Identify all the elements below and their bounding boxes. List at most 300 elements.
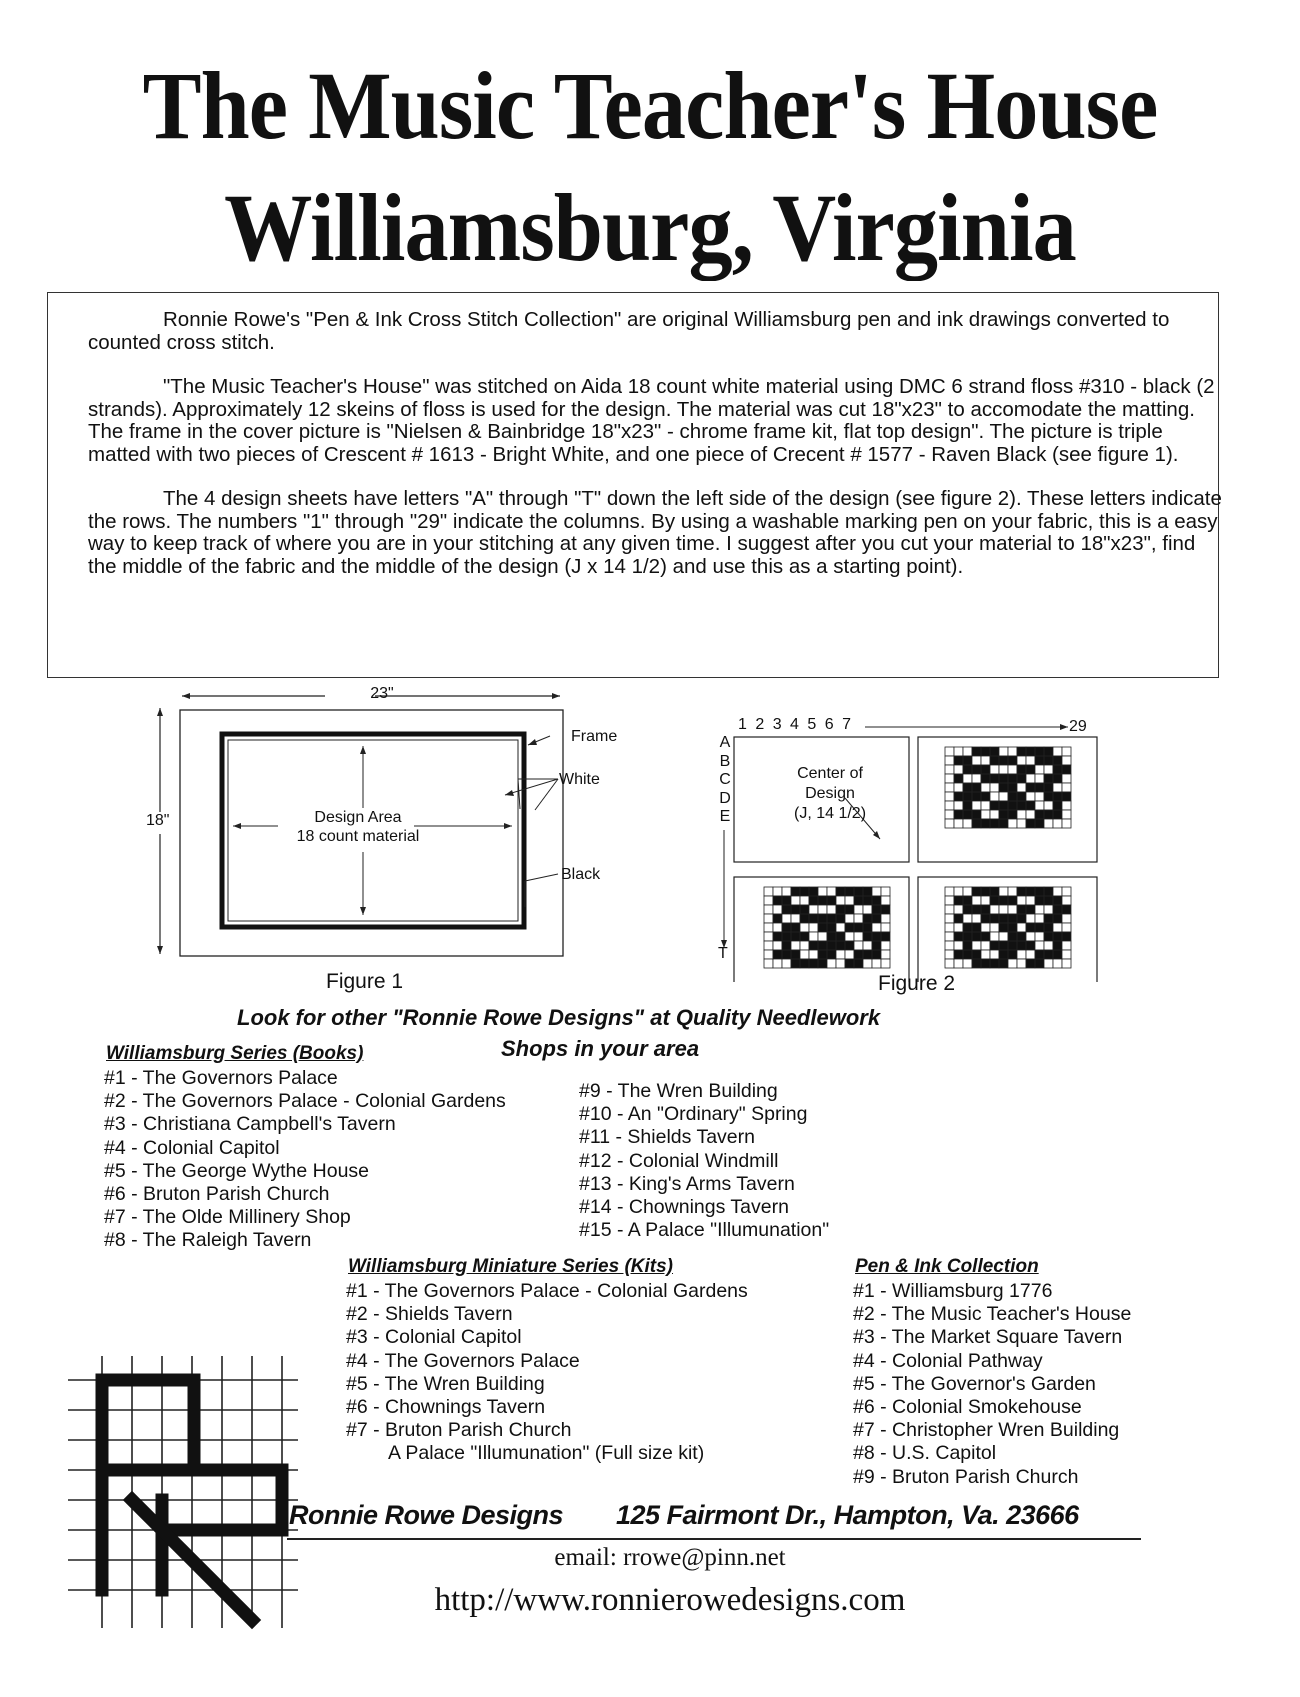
grid-cell [981,810,990,819]
list-item: #15 - A Palace "Illumunation" [579,1219,830,1242]
grid-cell [1035,792,1044,801]
grid-cell [981,774,990,783]
grid-cell [791,914,800,923]
grid-cell [999,756,1008,765]
grid-cell [1062,905,1071,914]
row-letter-c: C [719,771,731,788]
grid-cell [990,914,999,923]
intro-box [47,292,1222,678]
grid-cell [1017,792,1026,801]
grid-cell [1035,765,1044,774]
list-item: #2 - The Governors Palace - Colonial Gardens [104,1090,506,1113]
grid-cell [1026,810,1035,819]
grid-cell [999,932,1008,941]
grid-cell [1026,950,1035,959]
grid-cell [972,819,981,828]
grid-cell [981,747,990,756]
grid-cell [854,914,863,923]
grid-cell [800,959,809,968]
grid-cell [881,887,890,896]
grid-cell [963,887,972,896]
grid-cell [990,756,999,765]
grid-cell [972,923,981,932]
grid-cell [854,905,863,914]
figure-2-center-label [760,764,900,824]
grid-cell [999,914,1008,923]
grid-cell [800,896,809,905]
grid-cell [827,887,836,896]
grid-cell [945,774,954,783]
grid-cell [990,819,999,828]
list-item: #5 - The George Wythe House [104,1159,370,1182]
intro-paragraph-1: Ronnie Rowe's "Pen & Ink Cross Stitch Collection" are original Williamsburg pen and ink drawings converted to counted cross stitch. [88,308,1170,354]
page-title-line1: The Music Teacher's House [142,52,1158,159]
grid-cell [1017,810,1026,819]
grid-cell [999,941,1008,950]
grid-cell [981,783,990,792]
list-item: #2 - The Music Teacher's House [853,1303,1132,1326]
list-item: #14 - Chownings Tavern [579,1196,789,1219]
grid-cell [999,959,1008,968]
figure-1-design-area [280,808,436,846]
grid-cell [818,914,827,923]
grid-cell [981,896,990,905]
grid-cell [836,941,845,950]
grid-cell [1044,950,1053,959]
grid-cell [773,959,782,968]
grid-cell [963,914,972,923]
list-item: #1 - Williamsburg 1776 [853,1280,1053,1302]
grid-cell [1017,959,1026,968]
grid-cell [782,950,791,959]
grid-cell [845,950,854,959]
grid-cell [1008,896,1017,905]
grid-cell [981,959,990,968]
grid-cell [945,914,954,923]
grid-cell [1026,941,1035,950]
grid-cell [945,932,954,941]
grid-cell [1017,747,1026,756]
grid-cell [945,810,954,819]
grid-cell [863,932,872,941]
grid-cell [818,905,827,914]
grid-cell [818,950,827,959]
grid-cell [881,959,890,968]
list-item: #4 - The Governors Palace [346,1349,580,1372]
grid-cell [1035,896,1044,905]
grid-cell [1008,941,1017,950]
grid-cell [1053,914,1062,923]
grid-cell [945,792,954,801]
grid-cell [1008,801,1017,810]
contact-email[interactable]: email: rrowe@pinn.net [554,1544,786,1571]
grid-cell [854,887,863,896]
grid-cell [945,747,954,756]
grid-cell [845,887,854,896]
grid-cell [1044,783,1053,792]
grid-cell [999,905,1008,914]
grid-cell [1044,765,1053,774]
grid-cell [999,819,1008,828]
figure-1-black-label: Black [561,866,601,883]
row-letter-b: B [719,752,731,770]
grid-cell [963,896,972,905]
grid-cell [854,923,863,932]
grid-cell [1053,932,1062,941]
grid-cell [1044,774,1053,783]
figure-2-row-letters [717,734,733,827]
grid-cell [764,905,773,914]
grid-cell [945,783,954,792]
grid-cell [972,801,981,810]
list-item: #3 - The Market Square Tavern [853,1326,1123,1349]
grid-cell [963,801,972,810]
grid-cell [945,941,954,950]
grid-cell [782,896,791,905]
grid-cell [954,756,963,765]
figure-1-frame-label: Frame [571,728,618,745]
grid-cell [1035,959,1044,968]
website-link[interactable]: http://www.ronnierowedesigns.com [434,1582,906,1618]
grid-cell [827,896,836,905]
grid-cell [818,941,827,950]
grid-cell [836,923,845,932]
grid-cell [764,941,773,950]
grid-cell [827,923,836,932]
grid-cell [854,950,863,959]
grid-cell [836,887,845,896]
grid-cell [791,950,800,959]
grid-cell [999,896,1008,905]
grid-cell [954,747,963,756]
grid-cell [999,923,1008,932]
figure-2-caption: Figure 2 [878,972,956,995]
grid-cell [836,896,845,905]
grid-cell [791,959,800,968]
list-item: #7 - The Olde Millinery Shop [104,1206,351,1229]
grid-cell [845,896,854,905]
grid-cell [963,756,972,765]
grid-cell [1026,801,1035,810]
grid-cell [1053,801,1062,810]
grid-cell [764,950,773,959]
grid-cell [972,950,981,959]
grid-cell [1062,896,1071,905]
figure-1-caption: Figure 1 [326,970,404,993]
grid-cell [1053,756,1062,765]
grid-cell [1026,905,1035,914]
grid-cell [1008,747,1017,756]
footer-divider [287,1538,1141,1540]
grid-cell [1053,765,1062,774]
grid-cell [990,801,999,810]
figure-2-row-end: T [718,945,728,962]
grid-cell [945,801,954,810]
list-item: #1 - The Governors Palace [104,1067,338,1089]
grid-cell [836,950,845,959]
grid-cell [954,783,963,792]
grid-cell [1026,756,1035,765]
grid-cell [872,896,881,905]
grid-cell [782,887,791,896]
grid-cell [990,887,999,896]
grid-cell [782,905,791,914]
grid-cell [1026,792,1035,801]
grid-cell [963,774,972,783]
grid-cell [818,887,827,896]
grid-cell [954,801,963,810]
grid-cell [1062,887,1071,896]
grid-cell [954,923,963,932]
grid-cell [963,905,972,914]
grid-cell [1053,905,1062,914]
grid-cell [863,887,872,896]
grid-cell [881,941,890,950]
figure-1-width-label: 23" [370,685,394,702]
grid-cell [963,932,972,941]
grid-cell [981,950,990,959]
grid-cell [827,950,836,959]
grid-cell [854,932,863,941]
grid-cell [981,887,990,896]
grid-cell [981,905,990,914]
grid-cell [1026,887,1035,896]
grid-cell [845,932,854,941]
grid-cell [1044,914,1053,923]
grid-cell [1062,950,1071,959]
grid-cell [764,887,773,896]
grid-cell [764,932,773,941]
grid-cell [981,923,990,932]
grid-cell [818,959,827,968]
grid-cell [764,923,773,932]
grid-cell [1044,932,1053,941]
grid-cell [845,905,854,914]
grid-cell [773,923,782,932]
grid-cell [1053,783,1062,792]
row-letter-a: A [719,734,731,751]
list-item: #8 - U.S. Capitol [853,1442,997,1465]
grid-cell [1053,941,1062,950]
grid-cell [990,810,999,819]
grid-cell [972,792,981,801]
center-line1: Center of [797,765,863,782]
grid-cell [972,941,981,950]
grid-cell [1062,959,1071,968]
grid-cell [818,923,827,932]
grid-cell [872,932,881,941]
grid-cell [1008,765,1017,774]
williamsburg-series-list-right [579,1080,829,1242]
grid-cell [999,887,1008,896]
grid-cell [1026,783,1035,792]
grid-cell [963,950,972,959]
grid-cell [872,950,881,959]
grid-cell [1053,774,1062,783]
grid-cell [1062,801,1071,810]
grid-cell [773,887,782,896]
grid-cell [954,765,963,774]
grid-cell [809,932,818,941]
list-item: #3 - Christiana Campbell's Tavern [104,1113,396,1136]
row-letter-e: E [719,808,731,825]
grid-cell [800,923,809,932]
grid-cell [1053,923,1062,932]
grid-cell [1062,810,1071,819]
list-item: #5 - The Governor's Garden [853,1372,1096,1395]
promo-line1: Look for other "Ronnie Rowe Designs" at Quality Needlework [237,1005,881,1030]
grid-cell [854,959,863,968]
grid-cell [990,959,999,968]
grid-cell [845,959,854,968]
grid-cell [990,941,999,950]
grid-cell [963,792,972,801]
grid-cell [945,819,954,828]
grid-cell [863,950,872,959]
grid-cell [863,923,872,932]
grid-cell [999,783,1008,792]
grid-cell [1044,896,1053,905]
grid-sheet-bottom-left [764,887,890,968]
grid-cell [1044,792,1053,801]
grid-cell [981,819,990,828]
list-item: #6 - Bruton Parish Church [104,1183,330,1206]
grid-cell [1035,783,1044,792]
grid-cell [972,765,981,774]
grid-cell [954,932,963,941]
grid-cell [945,765,954,774]
grid-cell [963,810,972,819]
grid-cell [863,896,872,905]
grid-cell [972,783,981,792]
grid-cell [1035,747,1044,756]
grid-cell [809,896,818,905]
grid-cell [1017,756,1026,765]
grid-cell [773,896,782,905]
grid-cell [1035,756,1044,765]
grid-cell [1044,810,1053,819]
center-line3: (J, 14 1/2) [793,805,867,822]
grid-cell [1062,774,1071,783]
grid-cell [1044,905,1053,914]
grid-cell [954,914,963,923]
grid-cell [1062,765,1071,774]
grid-cell [881,914,890,923]
grid-cell [1035,819,1044,828]
grid-cell [1026,959,1035,968]
figure-1-height-label: 18" [146,812,170,829]
williamsburg-series-list-left [104,1067,506,1253]
grid-cell [999,747,1008,756]
grid-cell [1017,905,1026,914]
list-item: #4 - Colonial Capitol [104,1136,280,1159]
grid-cell [972,914,981,923]
grid-cell [809,950,818,959]
list-item: #8 - The Raleigh Tavern [104,1229,312,1252]
grid-cell [1008,792,1017,801]
grid-cell [818,932,827,941]
list-item: #9 - The Wren Building [579,1080,778,1102]
grid-cell [1044,756,1053,765]
grid-cell [1026,765,1035,774]
grid-cell [836,959,845,968]
grid-cell [1017,914,1026,923]
grid-cell [954,959,963,968]
grid-cell [999,801,1008,810]
grid-cell [990,950,999,959]
grid-cell [1017,950,1026,959]
grid-cell [1026,896,1035,905]
grid-cell [800,950,809,959]
grid-cell [773,950,782,959]
grid-cell [827,941,836,950]
grid-cell [945,923,954,932]
grid-cell [1062,819,1071,828]
pen-ink-collection-title: Pen & Ink Collection [855,1256,1039,1277]
grid-cell [1062,941,1071,950]
grid-cell [800,887,809,896]
grid-cell [945,959,954,968]
grid-cell [836,914,845,923]
grid-cell [990,792,999,801]
grid-cell [999,774,1008,783]
grid-cell [1017,923,1026,932]
list-item: #1 - The Governors Palace - Colonial Gardens [346,1280,748,1302]
grid-cell [945,905,954,914]
grid-cell [981,765,990,774]
list-item: #6 - Chownings Tavern [346,1396,546,1419]
grid-cell [954,792,963,801]
grid-cell [990,932,999,941]
grid-cell [954,905,963,914]
grid-cell [872,914,881,923]
grid-cell [981,932,990,941]
grid-cell [972,810,981,819]
grid-cell [1053,896,1062,905]
grid-cell [827,959,836,968]
grid-cell [1044,747,1053,756]
grid-cell [782,923,791,932]
grid-cell [1017,765,1026,774]
grid-cell [872,959,881,968]
grid-cell [791,905,800,914]
grid-cell [791,932,800,941]
company-name: Ronnie Rowe Designs [289,1500,564,1530]
grid-cell [863,959,872,968]
grid-cell [972,774,981,783]
grid-cell [872,887,881,896]
list-item: #6 - Colonial Smokehouse [853,1396,1082,1419]
grid-cell [791,896,800,905]
grid-cell [881,932,890,941]
grid-cell [990,923,999,932]
grid-cell [1062,923,1071,932]
grid-cell [1053,887,1062,896]
design-area-line1: Design Area [314,809,402,826]
grid-cell [999,950,1008,959]
grid-cell [990,783,999,792]
grid-cell [1017,941,1026,950]
grid-cell [1062,783,1071,792]
grid-cell [1017,932,1026,941]
grid-cell [1035,923,1044,932]
grid-cell [954,819,963,828]
grid-cell [1008,887,1017,896]
design-area-line2: 18 count material [296,828,420,845]
figure-2-column-end: 29 [1069,718,1087,735]
grid-cell [945,950,954,959]
grid-cell [863,941,872,950]
